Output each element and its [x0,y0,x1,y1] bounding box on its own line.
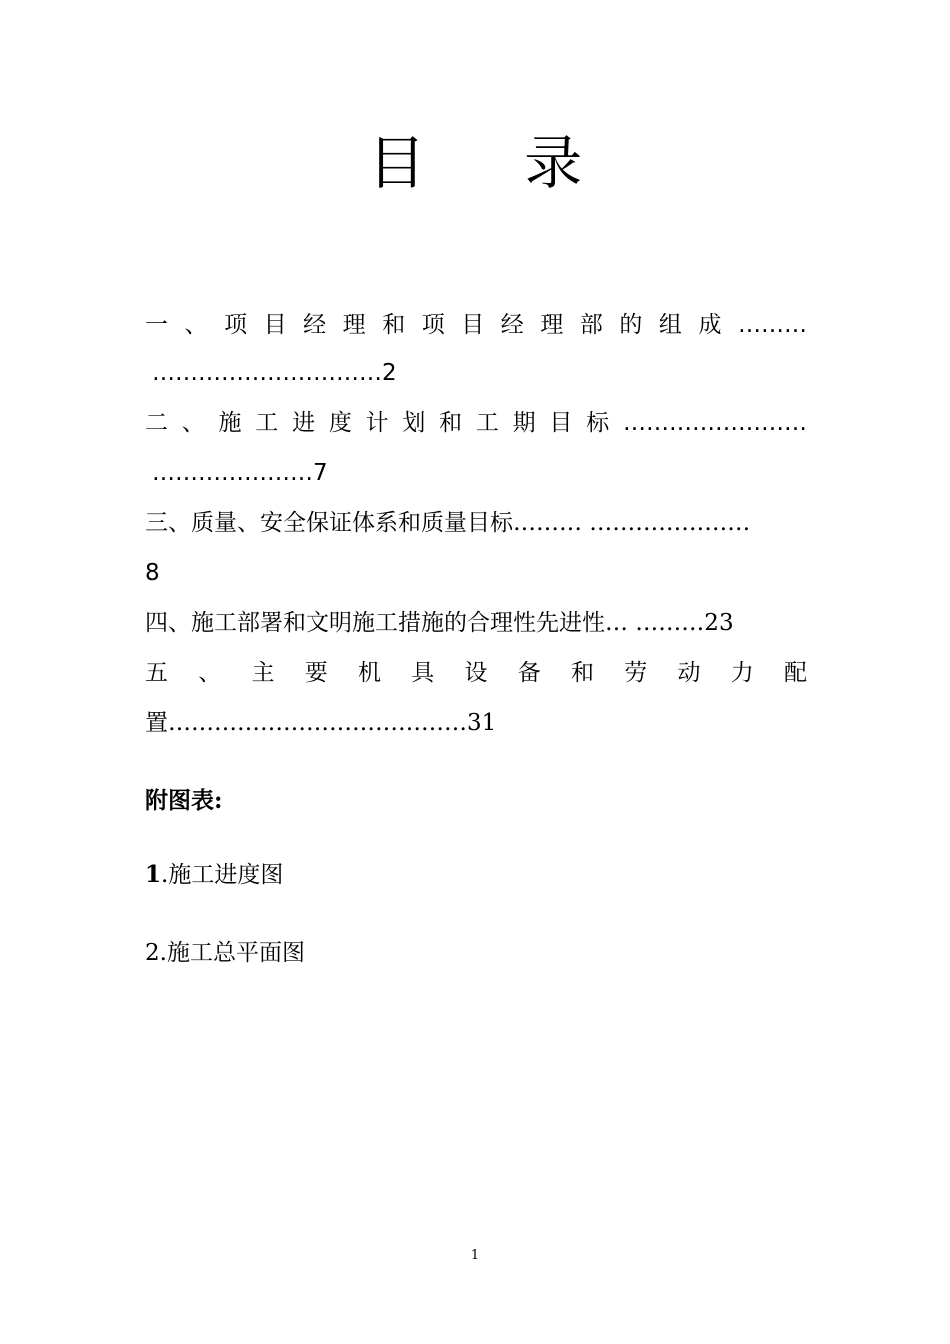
toc-item-2-line-1: 二 、 施 工 进 度 计 划 和 工 期 目 标 …………………… [145,410,807,436]
page-number: 1 [470,1248,480,1263]
appendix-item-1-number: 1 [145,861,162,888]
appendix-heading: 附图表: [145,787,223,814]
toc-item-4-line-1: 四、施工部署和文明施工措施的合理性先进性… ………23 [145,610,734,636]
toc-item-1-line-1: 一 、 项 目 经 理 和 项 目 经 理 部 的 组 成 ……… [145,312,807,338]
toc-item-5-line-1: 五 、 主 要 机 具 设 备 和 劳 动 力 配 [145,660,807,686]
toc-title: 目 录 [367,129,623,197]
appendix-item-1 [145,860,807,890]
toc-item-3-line-1: 三、质量、安全保证体系和质量目标……… ………………… [145,510,751,536]
toc-item-3-line-2: 8 [145,560,160,586]
appendix-item-2: 2.施工总平面图 [145,940,305,966]
toc-item-1-line-2: …………………………2 [152,360,397,386]
toc-item-5-line-2: 置…………………………………31 [145,710,497,736]
appendix-item-1-text: .施工进度图 [161,862,284,888]
toc-item-2-line-2: …………………7 [152,460,328,486]
